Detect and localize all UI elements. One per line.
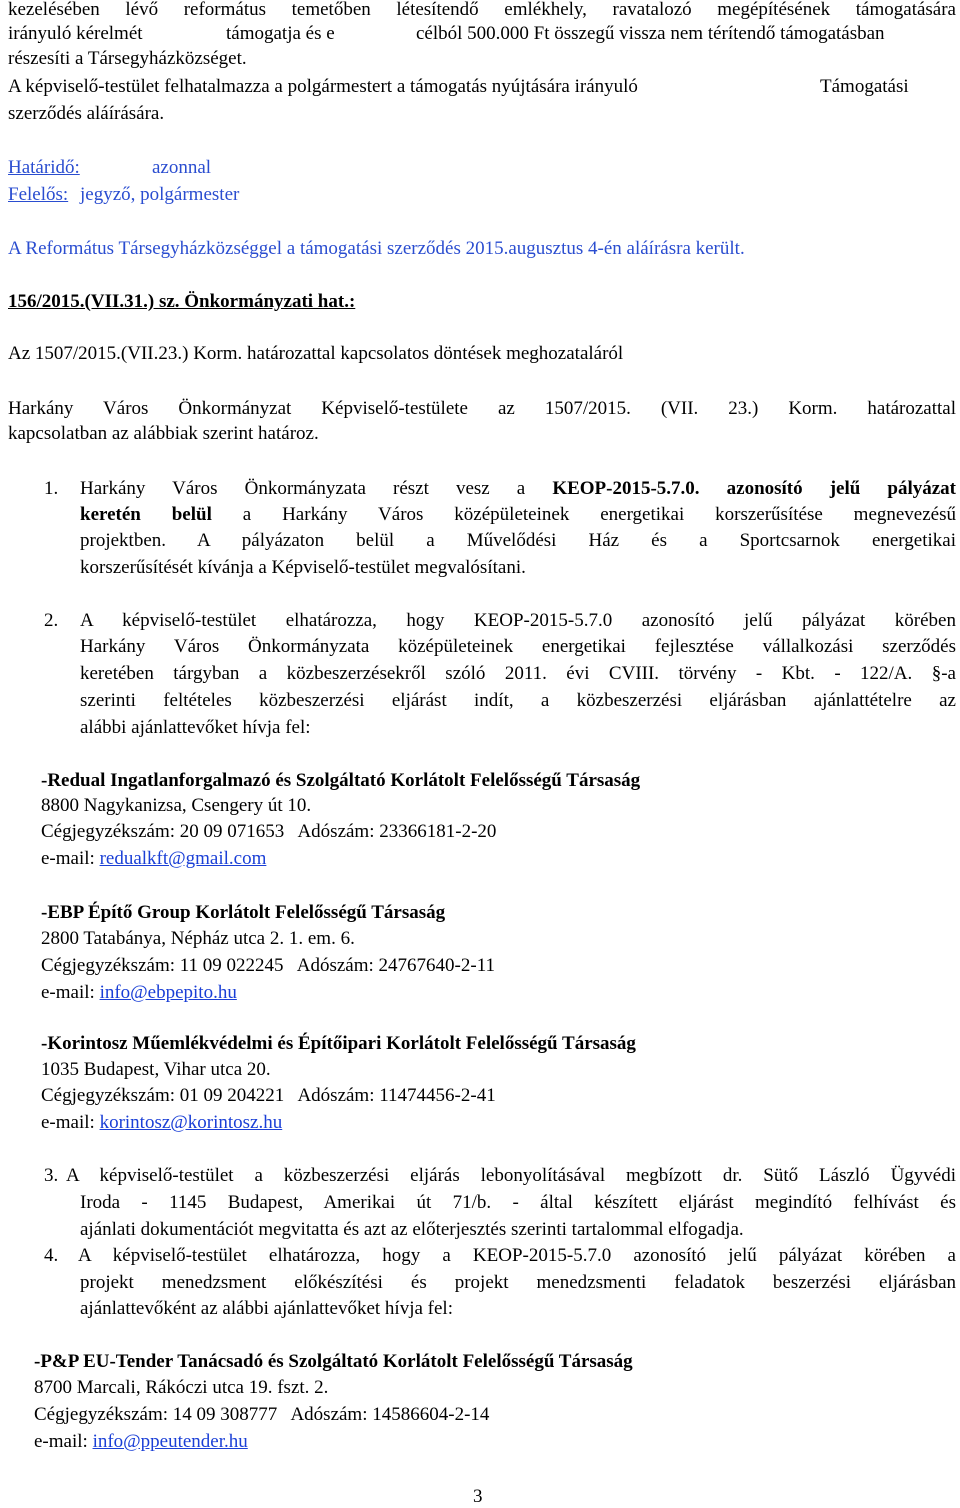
page-number: 3	[473, 1486, 483, 1507]
company-3-email-row	[41, 1112, 282, 1134]
resolution-preamble-1: Harkány Város Önkormányzat Képviselő-testülete az 1507/2015. (VII. 23.) Korm. határozattal	[8, 398, 956, 419]
company-2-registration: Cégjegyzékszám: 11 09 022245 Adószám: 24767640-2-11	[41, 955, 495, 976]
company-4-email-label: e-mail:	[34, 1431, 93, 1452]
item-3-number: 3.	[44, 1165, 59, 1186]
item-1-line-4: korszerűsítését kívánja a Képviselő-testület megvalósítani.	[80, 557, 526, 578]
company-4-address: 8700 Marcali, Rákóczi utca 19. fszt. 2.	[34, 1377, 329, 1398]
deadline-label: Határidő:	[8, 157, 80, 178]
company-1-name: -Redual Ingatlanforgalmazó és Szolgáltató Korlátolt Felelősségű Társaság	[41, 770, 641, 791]
resolution-subject: Az 1507/2015.(VII.23.) Korm. határozattal kapcsolatos döntések meghozataláról	[8, 343, 624, 364]
company-1-email-link[interactable]: redualkft@gmail.com	[99, 848, 267, 869]
item-4-number: 4.	[44, 1245, 59, 1266]
company-4-email-link[interactable]: info@ppeutender.hu	[92, 1431, 248, 1452]
company-2-email-link[interactable]: info@ebpepito.hu	[99, 982, 237, 1003]
company-4-registration: Cégjegyzékszám: 14 09 308777 Adószám: 14586604-2-14	[34, 1404, 490, 1425]
item-4-line-3: ajánlattevőként az alábbi ajánlattevőket hívja fel:	[80, 1298, 453, 1319]
intro-line-4a: A képviselő-testület felhatalmazza a polgármestert a támogatás nyújtására irányuló	[8, 76, 638, 97]
resolution-title: 156/2015.(VII.31.) sz. Önkormányzati hat.:	[8, 291, 356, 312]
company-4-name: -P&P EU-Tender Tanácsadó és Szolgáltató Korlátolt Felelősségű Társaság	[34, 1351, 633, 1372]
company-2-email-row	[41, 982, 237, 1004]
company-3-address: 1035 Budapest, Vihar utca 20.	[41, 1059, 271, 1080]
company-3-email-link[interactable]: korintosz@korintosz.hu	[99, 1112, 283, 1133]
item-4-line-2: projekt menedzsment előkészítési és projekt menedzsmenti feladatok beszerzési eljárásban	[80, 1272, 956, 1293]
item-1-line-1b: KEOP-2015-5.7.0. azonosító jelű pályázat	[552, 478, 956, 499]
item-1-line-1a: Harkány Város Önkormányzata részt vesz a	[80, 478, 526, 499]
intro-line-2c: célból 500.000 Ft összegű vissza nem térítendő támogatásban	[416, 23, 885, 44]
item-1-line-3: projektben. A pályázaton belül a Művelődési Ház és a Sportcsarnok energetikai	[80, 530, 956, 551]
company-2-name: -EBP Építő Group Korlátolt Felelősségű Társaság	[41, 902, 446, 923]
deadline-value: azonnal	[152, 157, 212, 178]
company-2-email-label: e-mail:	[41, 982, 100, 1003]
company-3-email-label: e-mail:	[41, 1112, 100, 1133]
intro-line-2b: támogatja és e	[226, 23, 335, 44]
item-2-number: 2.	[44, 610, 59, 631]
company-1-email-label: e-mail:	[41, 848, 100, 869]
item-1-number: 1.	[44, 478, 59, 499]
item-3-line-2: Iroda - 1145 Budapest, Amerikai út 71/b. - által készített eljárást megindító felhívást és	[80, 1192, 956, 1213]
intro-line-2a: irányuló kérelmét	[8, 23, 143, 44]
item-2-line-3: keretében tárgyban a közbeszerzésekről szóló 2011. évi CVIII. törvény - Kbt. - 122/A. §-a	[80, 663, 956, 684]
item-2-line-4: szerinti feltételes közbeszerzési eljárást indít, a közbeszerzési eljárásban ajánlattételre az	[80, 690, 956, 711]
responsible-label: Felelős:	[8, 184, 69, 205]
resolution-preamble-2: kapcsolatban az alábbiak szerint határoz.	[8, 423, 319, 444]
company-4-email-row	[34, 1431, 248, 1453]
item-1-line-2a: keretén belül	[80, 504, 212, 525]
item-2-line-2: Harkány Város Önkormányzata középületeinek energetikai fejlesztése vállalkozási szerződés	[80, 636, 956, 657]
item-1-line-2b: a Harkány Város középületeinek energetikai korszerűsítése megnevezésű	[242, 504, 956, 525]
intro-line-1: kezelésében lévő református temetőben létesítendő emlékhely, ravatalozó megépítésének támogatására	[8, 0, 956, 20]
item-2-line-1: A képviselő-testület elhatározza, hogy KEOP-2015-5.7.0 azonosító jelű pályázat körében	[80, 610, 956, 631]
item-3-line-3: ajánlati dokumentációt megvitatta és azt az előterjesztés szerinti tartalommal elfogadja.	[80, 1219, 744, 1240]
company-2-address: 2800 Tatabánya, Népház utca 2. 1. em. 6.	[41, 928, 355, 949]
intro-line-5: szerződés aláírására.	[8, 103, 165, 124]
item-4-line-1: A képviselő-testület elhatározza, hogy a KEOP-2015-5.7.0 azonosító jelű pályázat körében a	[78, 1245, 956, 1266]
item-3-line-1: A képviselő-testület a közbeszerzési eljárás lebonyolításával megbízott dr. Sütő László Ügyvédi	[66, 1165, 956, 1186]
company-3-name: -Korintosz Műemlékvédelmi és Építőipari Korlátolt Felelősségű Társaság	[41, 1033, 636, 1054]
company-1-address: 8800 Nagykanizsa, Csengery út 10.	[41, 795, 312, 816]
responsible-value: jegyző, polgármester	[80, 184, 240, 205]
item-1-line-1	[80, 478, 956, 500]
intro-line-3: részesíti a Társegyházközséget.	[8, 48, 247, 69]
company-1-email-row	[41, 848, 266, 870]
company-1-registration: Cégjegyzékszám: 20 09 071653 Adószám: 23366181-2-20	[41, 821, 497, 842]
item-2-line-5: alábbi ajánlattevőket hívja fel:	[80, 717, 311, 738]
intro-line-4b: Támogatási	[820, 76, 909, 97]
contract-note: A Református Társegyházközséggel a támogatási szerződés 2015.augusztus 4-én aláírásra került.	[8, 238, 745, 259]
company-3-registration: Cégjegyzékszám: 01 09 204221 Adószám: 11474456-2-41	[41, 1085, 496, 1106]
item-1-line-2	[80, 504, 956, 526]
